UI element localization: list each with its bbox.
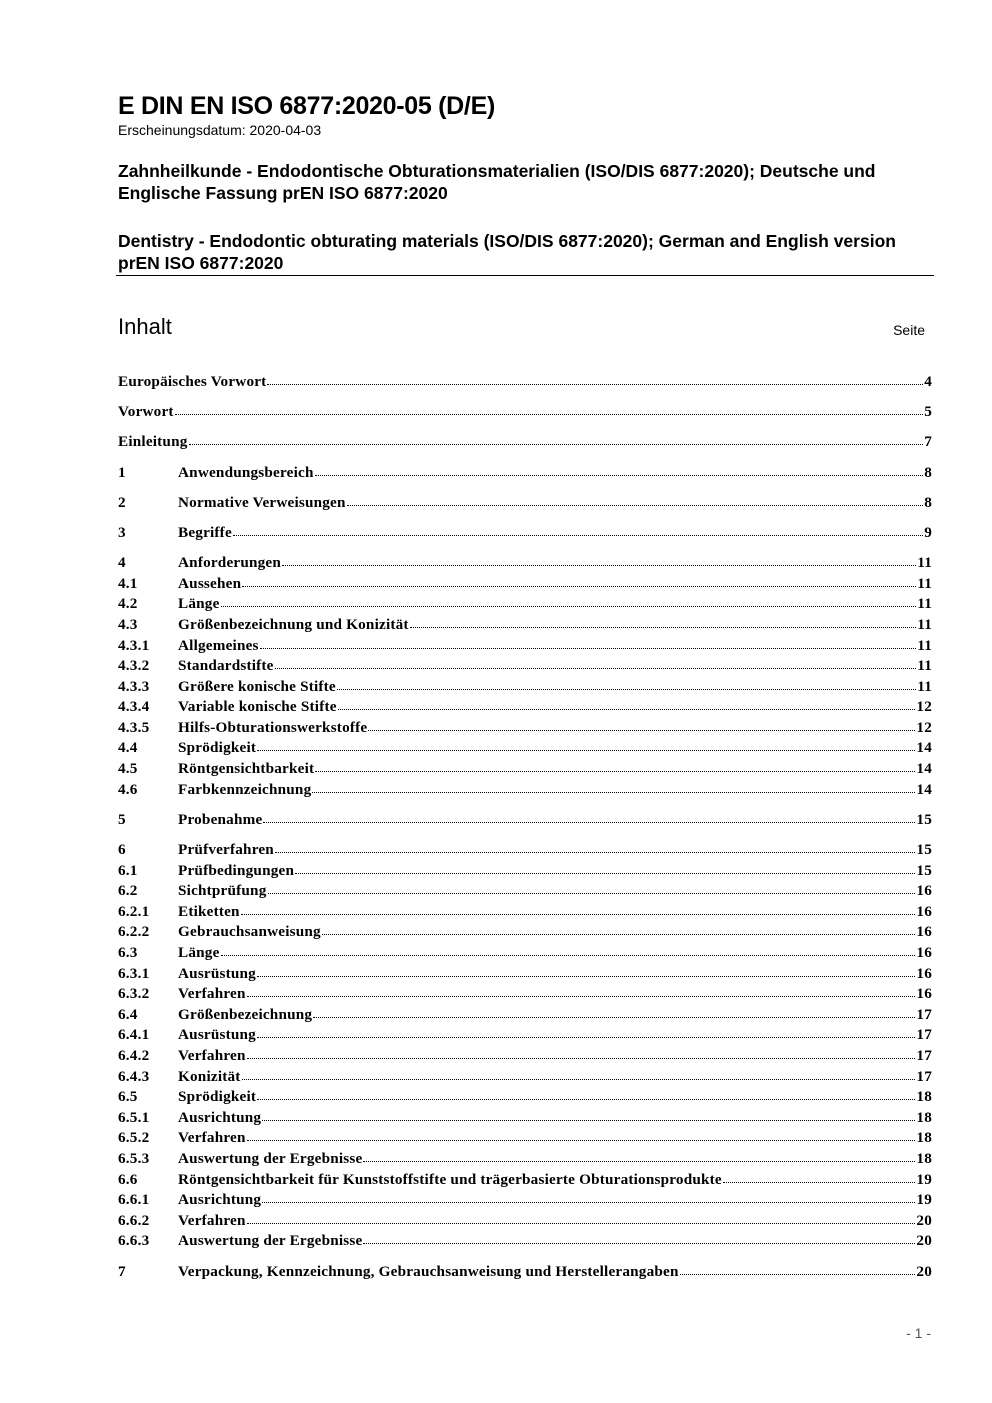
toc-entry-number: 6.5.3 [118, 1149, 150, 1167]
toc-entry-number: 6.4.2 [118, 1046, 150, 1064]
toc-dot-leader [260, 645, 917, 649]
toc-dot-leader [315, 472, 924, 476]
toc-dot-leader [315, 768, 915, 772]
toc-entry-title: Länge [178, 595, 220, 613]
toc-entry-number: 4.4 [118, 739, 138, 757]
toc-entry[interactable] [118, 432, 932, 453]
toc-entry-page: 11 [917, 595, 932, 613]
toc-entry[interactable] [118, 738, 932, 759]
toc-entry[interactable] [118, 1067, 932, 1088]
toc-dot-leader [268, 890, 916, 894]
toc-dot-leader [275, 665, 917, 669]
toc-entry-title: Ausrüstung [178, 1026, 256, 1044]
toc-entry-page: 11 [917, 677, 932, 695]
toc-entry-title: Normative Verweisungen [178, 493, 346, 511]
toc-entry[interactable] [118, 810, 932, 831]
toc-entry[interactable] [118, 1170, 932, 1191]
toc-entry-page: 15 [916, 841, 932, 859]
toc-entry-number: 4.5 [118, 760, 138, 778]
toc-entry-number: 6.6 [118, 1170, 138, 1188]
toc-entry-number: 6 [118, 841, 126, 859]
toc-entry[interactable] [118, 402, 932, 423]
toc-dot-leader [267, 381, 923, 385]
toc-entry[interactable] [118, 1149, 932, 1170]
toc-entry-title: Prüfbedingungen [178, 861, 295, 879]
toc-entry-number: 6.3.2 [118, 985, 150, 1003]
toc-entry-title: Länge [178, 944, 220, 961]
toc-entry-page: 18 [916, 1108, 932, 1126]
toc-entry[interactable] [118, 697, 932, 718]
toc-entry[interactable] [118, 1025, 932, 1046]
toc-entry-title: Größenbezeichnung [178, 1005, 313, 1023]
toc-entry-page: 15 [916, 810, 932, 828]
toc-heading: Inhalt [118, 314, 172, 339]
toc-dot-leader [347, 502, 924, 506]
toc-entry[interactable] [118, 1005, 932, 1026]
toc-entry-page: 8 [924, 463, 932, 481]
toc-dot-leader [221, 952, 916, 956]
header-divider [116, 275, 934, 276]
toc-entry[interactable] [118, 463, 932, 484]
toc-dot-leader [282, 562, 916, 566]
toc-entry[interactable] [118, 1087, 932, 1108]
toc-entry-page: 18 [916, 1149, 932, 1167]
toc-entry[interactable] [118, 759, 932, 780]
toc-dot-leader [263, 819, 915, 823]
toc-dot-leader [312, 789, 915, 793]
toc-entry-number: 4.3.3 [118, 677, 150, 695]
toc-entry[interactable] [118, 718, 932, 739]
toc-dot-leader [221, 603, 917, 607]
toc-entry-title: Verfahren [178, 1129, 246, 1147]
page-number: - 1 - [906, 1325, 931, 1341]
toc-entry-title: Röntgensichtbarkeit [178, 760, 315, 778]
toc-entry-page: 7 [924, 433, 932, 451]
toc-entry-number: 6.5 [118, 1088, 138, 1106]
toc-dot-leader [242, 1076, 916, 1080]
toc-entry-title: Röntgensichtbarkeit für Kunststoffstifte und trägerbasierte Obturationsprodukte [178, 1170, 722, 1188]
toc-entry-number: 6.3 [118, 944, 138, 961]
toc-entry-page: 16 [916, 944, 932, 961]
toc-entry-number: 6.4 [118, 1005, 138, 1023]
toc-entry-page: 11 [917, 636, 932, 654]
toc-entry[interactable] [118, 861, 932, 882]
toc-entry-page: 17 [916, 1046, 932, 1064]
toc-entry-page: 14 [916, 739, 932, 757]
toc-entry-page: 18 [916, 1129, 932, 1147]
toc-entry-title: Ausrichtung [178, 1191, 262, 1209]
toc-entry[interactable] [118, 984, 932, 1005]
toc-entry[interactable] [118, 943, 932, 964]
toc-entry-page: 16 [916, 985, 932, 1003]
toc-entry-number: 1 [118, 463, 126, 481]
toc-entry[interactable] [118, 902, 932, 923]
toc-entry[interactable] [118, 1190, 932, 1211]
toc-dot-leader [242, 583, 916, 587]
toc-dot-leader [410, 624, 917, 628]
publication-date: Erscheinungsdatum: 2020-04-03 [118, 122, 322, 138]
toc-entry-page: 11 [917, 657, 932, 675]
toc-entry-page: 17 [916, 1067, 932, 1085]
toc-entry-number: 4.3.2 [118, 657, 150, 675]
toc-entry[interactable] [118, 1231, 932, 1252]
toc-entry-number: 6.4.3 [118, 1067, 150, 1085]
toc-entry-title: Größere konische Stifte [178, 677, 336, 695]
toc-entry-title: Vorwort [118, 403, 174, 421]
toc-entry-number: 7 [118, 1262, 126, 1280]
toc-entry-page: 16 [916, 923, 932, 941]
toc-entry-title: Hilfs-Obturationswerkstoffe [178, 718, 368, 736]
toc-entry-number: 6.6.3 [118, 1232, 150, 1250]
toc-entry-page: 11 [917, 574, 932, 592]
toc-entry[interactable] [118, 780, 932, 801]
toc-entry-title: Probenahme [178, 810, 263, 828]
toc-entry-page: 20 [916, 1211, 932, 1229]
toc-entry-title: Anwendungsbereich [178, 463, 314, 481]
toc-entry-number: 5 [118, 810, 126, 828]
toc-entry-page: 4 [924, 373, 932, 390]
toc-entry[interactable] [118, 964, 932, 985]
toc-entry-title: Begriffe [178, 523, 232, 541]
toc-entry-number: 6.6.1 [118, 1191, 150, 1209]
toc-entry[interactable] [118, 615, 932, 636]
toc-entry-number: 6.2.1 [118, 902, 150, 920]
toc-entry-title: Sprödigkeit [178, 1088, 257, 1106]
toc-entry-title: Europäisches Vorwort [118, 373, 267, 390]
toc-entry-title: Aussehen [178, 574, 242, 592]
toc-entry[interactable] [118, 1211, 932, 1232]
toc-dot-leader [247, 993, 916, 997]
toc-entry[interactable] [118, 636, 932, 657]
toc-entry-title: Standardstifte [178, 657, 274, 675]
toc-dot-leader [233, 532, 923, 536]
toc-entry-page: 16 [916, 882, 932, 900]
toc-dot-leader [257, 747, 915, 751]
toc-dot-leader [189, 441, 924, 445]
toc-entry-title: Farbkennzeichnung [178, 780, 312, 798]
toc-entry-page: 9 [924, 523, 932, 541]
toc-entry-title: Verpackung, Kennzeichnung, Gebrauchsanweisung und Herstellerangaben [178, 1262, 679, 1280]
toc-entry[interactable] [118, 922, 932, 943]
toc-entry-page: 20 [916, 1232, 932, 1250]
toc-entry-number: 4.3.4 [118, 698, 150, 716]
toc-entry-title: Allgemeines [178, 636, 259, 654]
toc-entry-number: 4.6 [118, 780, 138, 798]
toc-entry-number: 4 [118, 554, 126, 572]
toc-entry-number: 4.3.1 [118, 636, 150, 654]
toc-dot-leader [247, 1137, 916, 1141]
toc-entry-page: 15 [916, 861, 932, 879]
toc-entry-number: 6.2.2 [118, 923, 150, 941]
toc-dot-leader [175, 411, 924, 415]
table-of-contents [118, 372, 932, 1282]
toc-entry-number: 2 [118, 493, 126, 511]
toc-dot-leader [262, 1117, 915, 1121]
toc-entry-number: 4.1 [118, 574, 138, 592]
toc-dot-leader [322, 931, 916, 935]
title-german: Zahnheilkunde - Endodontische Obturationsmaterialien (ISO/DIS 6877:2020); Deutsche und Englische Fassung prEN ISO 6877:2020 [118, 161, 876, 203]
toc-dot-leader [723, 1179, 916, 1183]
toc-entry[interactable] [118, 656, 932, 677]
toc-entry[interactable] [118, 372, 932, 393]
toc-entry-number: 6.3.1 [118, 964, 150, 982]
toc-dot-leader [257, 973, 915, 977]
toc-entry-number: 6.6.2 [118, 1211, 150, 1229]
toc-entry-title: Auswertung der Ergebnisse [178, 1149, 363, 1167]
document-id: E DIN EN ISO 6877:2020-05 (D/E) [118, 92, 495, 120]
toc-entry-title: Verfahren [178, 1046, 246, 1064]
toc-entry-page: 5 [924, 403, 932, 421]
toc-dot-leader [257, 1034, 915, 1038]
toc-entry-page: 17 [916, 1005, 932, 1023]
toc-entry[interactable] [118, 1108, 932, 1129]
toc-entry-title: Konizität [178, 1067, 241, 1085]
toc-entry[interactable] [118, 1262, 932, 1283]
toc-dot-leader [247, 1055, 916, 1059]
toc-entry-page: 17 [916, 1026, 932, 1044]
toc-entry-number: 4.3 [118, 615, 138, 633]
toc-entry-title: Größenbezeichnung und Konizität [178, 615, 409, 633]
title-english: Dentistry - Endodontic obturating materials (ISO/DIS 6877:2020); German and English version prEN ISO 6877:2020 [118, 231, 896, 273]
toc-entry[interactable] [118, 493, 932, 514]
toc-entry-title: Ausrüstung [178, 964, 256, 982]
toc-entry-title: Sichtprüfung [178, 882, 267, 900]
toc-entry-number: 6.5.2 [118, 1129, 150, 1147]
toc-entry-title: Verfahren [178, 1211, 246, 1229]
toc-entry-page: 14 [916, 760, 932, 778]
toc-entry[interactable] [118, 594, 932, 615]
toc-entry[interactable] [118, 523, 932, 544]
toc-entry-page: 19 [916, 1191, 932, 1209]
toc-entry-number: 4.3.5 [118, 718, 150, 736]
toc-entry-number: 6.4.1 [118, 1026, 150, 1044]
toc-entry-number: 6.1 [118, 861, 138, 879]
toc-entry-page: 14 [916, 780, 932, 798]
toc-dot-leader [247, 1220, 916, 1224]
toc-entry[interactable] [118, 574, 932, 595]
toc-entry-page: 12 [916, 698, 932, 716]
toc-entry-page: 11 [917, 554, 932, 572]
toc-dot-leader [338, 706, 916, 710]
toc-entry-page: 20 [916, 1262, 932, 1280]
toc-entry-title: Gebrauchsanweisung [178, 923, 321, 941]
toc-dot-leader [275, 849, 915, 853]
toc-entry[interactable] [118, 677, 932, 698]
toc-entry-title: Verfahren [178, 985, 246, 1003]
toc-dot-leader [257, 1096, 915, 1100]
toc-entry-number: 6.2 [118, 882, 138, 900]
toc-dot-leader [363, 1158, 915, 1162]
toc-dot-leader [241, 911, 916, 915]
toc-entry-page: 18 [916, 1088, 932, 1106]
toc-entry-title: Prüfverfahren [178, 841, 274, 859]
toc-entry-page: 12 [916, 718, 932, 736]
toc-dot-leader [363, 1240, 915, 1244]
toc-entry[interactable] [118, 1128, 932, 1149]
toc-dot-leader [337, 686, 916, 690]
toc-entry-page: 16 [916, 902, 932, 920]
toc-dot-leader [262, 1199, 915, 1203]
toc-entry-number: 6.5.1 [118, 1108, 150, 1126]
toc-dot-leader [680, 1271, 916, 1275]
toc-entry[interactable] [118, 1046, 932, 1067]
toc-dot-leader [368, 727, 915, 731]
toc-entry-title: Ausrichtung [178, 1108, 262, 1126]
toc-entry-page: 16 [916, 964, 932, 982]
toc-page-column-label: Seite [893, 322, 925, 338]
toc-entry-title: Anforderungen [178, 554, 282, 572]
toc-entry-title: Etiketten [178, 902, 240, 920]
toc-entry-page: 19 [916, 1170, 932, 1188]
toc-entry[interactable] [118, 840, 932, 861]
toc-entry-page: 8 [924, 493, 932, 511]
toc-entry-title: Variable konische Stifte [178, 698, 337, 716]
toc-dot-leader [295, 870, 915, 874]
toc-entry-title: Sprödigkeit [178, 739, 257, 757]
toc-entry-number: 3 [118, 523, 126, 541]
toc-entry-page: 11 [917, 615, 932, 633]
toc-entry-number: 4.2 [118, 595, 138, 613]
toc-dot-leader [313, 1014, 915, 1018]
toc-entry-title: Einleitung [118, 433, 188, 451]
toc-entry[interactable] [118, 881, 932, 902]
toc-entry-title: Auswertung der Ergebnisse [178, 1232, 363, 1250]
toc-entry[interactable] [118, 553, 932, 574]
